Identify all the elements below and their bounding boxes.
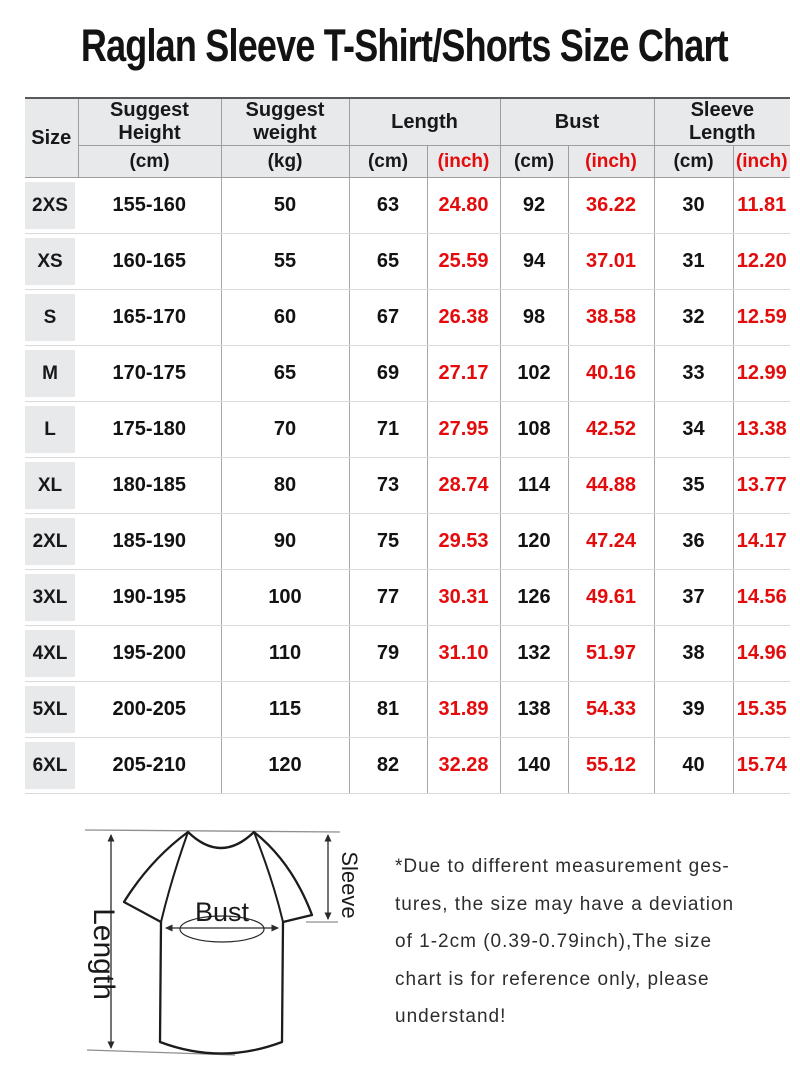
table-row xyxy=(25,402,790,458)
size-label: 4XL xyxy=(25,630,75,677)
cell-suggest-weight: 80 xyxy=(221,458,349,514)
cell-bust-cm: 120 xyxy=(500,514,568,570)
cell-sleeve-cm: 39 xyxy=(654,682,733,738)
cell-suggest-weight: 115 xyxy=(221,682,349,738)
cell-length-cm: 67 xyxy=(349,290,427,346)
cell-size xyxy=(25,234,78,290)
cell-suggest-height: 200-205 xyxy=(78,682,221,738)
cell-length-inch: 32.28 xyxy=(427,738,500,794)
cell-sleeve-inch: 14.17 xyxy=(733,514,790,570)
col-header-suggest-weight: Suggest weight xyxy=(221,98,349,146)
size-label: L xyxy=(25,406,75,453)
page-title xyxy=(0,0,800,71)
col-header-sleeve-length: Sleeve Length xyxy=(654,98,790,146)
measurement-section xyxy=(0,822,800,1078)
cell-suggest-height: 155-160 xyxy=(78,178,221,234)
cell-suggest-weight: 120 xyxy=(221,738,349,794)
cell-bust-cm: 126 xyxy=(500,570,568,626)
cell-bust-inch: 37.01 xyxy=(568,234,654,290)
cell-suggest-height: 190-195 xyxy=(78,570,221,626)
cell-bust-cm: 108 xyxy=(500,402,568,458)
disclaimer-line: *Due to different measurement ges- xyxy=(395,856,730,877)
table-row xyxy=(25,290,790,346)
cell-sleeve-inch: 14.56 xyxy=(733,570,790,626)
cell-suggest-height: 175-180 xyxy=(78,402,221,458)
size-label: XL xyxy=(25,462,75,509)
unit-bust-inch: (inch) xyxy=(568,146,654,178)
cell-bust-cm: 140 xyxy=(500,738,568,794)
cell-sleeve-inch: 12.20 xyxy=(733,234,790,290)
cell-suggest-weight: 110 xyxy=(221,626,349,682)
cell-length-cm: 63 xyxy=(349,178,427,234)
unit-length-inch: (inch) xyxy=(427,146,500,178)
table-row xyxy=(25,514,790,570)
size-label: 2XL xyxy=(25,518,75,565)
table-row xyxy=(25,682,790,738)
table-row xyxy=(25,738,790,794)
cell-bust-inch: 38.58 xyxy=(568,290,654,346)
cell-bust-inch: 47.24 xyxy=(568,514,654,570)
cell-sleeve-cm: 34 xyxy=(654,402,733,458)
disclaimer-line: of 1-2cm (0.39-0.79inch),The size xyxy=(395,931,713,952)
cell-sleeve-cm: 36 xyxy=(654,514,733,570)
cell-size xyxy=(25,682,78,738)
cell-bust-cm: 92 xyxy=(500,178,568,234)
cell-suggest-weight: 60 xyxy=(221,290,349,346)
tshirt-measurement-diagram xyxy=(40,822,380,1078)
cell-sleeve-inch: 11.81 xyxy=(733,178,790,234)
cell-sleeve-cm: 35 xyxy=(654,458,733,514)
unit-sleeve-cm: (cm) xyxy=(654,146,733,178)
table-row xyxy=(25,626,790,682)
cell-size xyxy=(25,626,78,682)
cell-sleeve-inch: 15.35 xyxy=(733,682,790,738)
cell-length-inch: 24.80 xyxy=(427,178,500,234)
cell-bust-inch: 36.22 xyxy=(568,178,654,234)
measurement-disclaimer xyxy=(395,848,734,1036)
cell-length-cm: 77 xyxy=(349,570,427,626)
cell-suggest-weight: 90 xyxy=(221,514,349,570)
cell-suggest-height: 160-165 xyxy=(78,234,221,290)
cell-bust-inch: 44.88 xyxy=(568,458,654,514)
size-table-body xyxy=(25,178,790,794)
size-label: 6XL xyxy=(25,742,75,789)
unit-height-cm: (cm) xyxy=(78,146,221,178)
table-row xyxy=(25,570,790,626)
cell-size xyxy=(25,514,78,570)
page-title-text: Raglan Sleeve T-Shirt/Shorts Size Chart xyxy=(80,20,728,71)
cell-sleeve-cm: 38 xyxy=(654,626,733,682)
table-row xyxy=(25,458,790,514)
cell-sleeve-inch: 13.77 xyxy=(733,458,790,514)
cell-length-inch: 27.17 xyxy=(427,346,500,402)
size-table-header xyxy=(25,98,790,178)
cell-bust-cm: 114 xyxy=(500,458,568,514)
cell-length-cm: 82 xyxy=(349,738,427,794)
col-header-suggest-height: Suggest Height xyxy=(78,98,221,146)
cell-length-inch: 31.10 xyxy=(427,626,500,682)
top-extension-line xyxy=(85,830,340,832)
cell-length-inch: 29.53 xyxy=(427,514,500,570)
size-label: M xyxy=(25,350,75,397)
table-row xyxy=(25,346,790,402)
disclaimer-line: understand! xyxy=(395,1006,507,1027)
cell-sleeve-cm: 33 xyxy=(654,346,733,402)
tshirt-outline xyxy=(124,832,312,1054)
size-label: S xyxy=(25,294,75,341)
disclaimer-line: tures, the size may have a deviation xyxy=(395,893,735,915)
cell-sleeve-inch: 13.38 xyxy=(733,402,790,458)
cell-length-cm: 69 xyxy=(349,346,427,402)
cell-size xyxy=(25,570,78,626)
cell-length-cm: 79 xyxy=(349,626,427,682)
cell-sleeve-inch: 12.59 xyxy=(733,290,790,346)
cell-size xyxy=(25,402,78,458)
cell-length-cm: 71 xyxy=(349,402,427,458)
cell-bust-cm: 132 xyxy=(500,626,568,682)
cell-sleeve-inch: 15.74 xyxy=(733,738,790,794)
cell-length-cm: 65 xyxy=(349,234,427,290)
cell-bust-cm: 94 xyxy=(500,234,568,290)
cell-bust-inch: 51.97 xyxy=(568,626,654,682)
table-row xyxy=(25,234,790,290)
cell-sleeve-cm: 32 xyxy=(654,290,733,346)
cell-length-cm: 73 xyxy=(349,458,427,514)
size-label: 3XL xyxy=(25,574,75,621)
cell-sleeve-cm: 30 xyxy=(654,178,733,234)
cell-bust-inch: 55.12 xyxy=(568,738,654,794)
length-label: Length xyxy=(87,908,120,1000)
cell-suggest-height: 205-210 xyxy=(78,738,221,794)
cell-length-inch: 28.74 xyxy=(427,458,500,514)
size-label: 2XS xyxy=(25,182,75,229)
unit-weight-kg: (kg) xyxy=(221,146,349,178)
cell-size xyxy=(25,458,78,514)
unit-sleeve-inch: (inch) xyxy=(733,146,790,178)
cell-length-inch: 30.31 xyxy=(427,570,500,626)
cell-sleeve-inch: 14.96 xyxy=(733,626,790,682)
cell-bust-inch: 54.33 xyxy=(568,682,654,738)
cell-bust-cm: 138 xyxy=(500,682,568,738)
cell-length-inch: 27.95 xyxy=(427,402,500,458)
cell-suggest-weight: 100 xyxy=(221,570,349,626)
cell-suggest-weight: 65 xyxy=(221,346,349,402)
cell-sleeve-cm: 37 xyxy=(654,570,733,626)
col-header-size: Size xyxy=(25,98,78,178)
cell-suggest-weight: 50 xyxy=(221,178,349,234)
cell-bust-inch: 49.61 xyxy=(568,570,654,626)
col-header-length: Length xyxy=(349,98,500,146)
cell-suggest-height: 165-170 xyxy=(78,290,221,346)
cell-length-cm: 81 xyxy=(349,682,427,738)
cell-suggest-height: 185-190 xyxy=(78,514,221,570)
header-row-units xyxy=(25,146,790,178)
cell-size xyxy=(25,346,78,402)
cell-suggest-weight: 55 xyxy=(221,234,349,290)
cell-suggest-height: 195-200 xyxy=(78,626,221,682)
cell-size xyxy=(25,738,78,794)
cell-bust-cm: 102 xyxy=(500,346,568,402)
cell-bust-cm: 98 xyxy=(500,290,568,346)
unit-bust-cm: (cm) xyxy=(500,146,568,178)
cell-sleeve-inch: 12.99 xyxy=(733,346,790,402)
size-table xyxy=(25,97,790,794)
cell-length-inch: 31.89 xyxy=(427,682,500,738)
col-header-bust: Bust xyxy=(500,98,654,146)
cell-length-inch: 26.38 xyxy=(427,290,500,346)
size-label: XS xyxy=(25,238,75,285)
cell-size xyxy=(25,290,78,346)
unit-length-cm: (cm) xyxy=(349,146,427,178)
cell-sleeve-cm: 40 xyxy=(654,738,733,794)
cell-bust-inch: 40.16 xyxy=(568,346,654,402)
cell-sleeve-cm: 31 xyxy=(654,234,733,290)
cell-length-cm: 75 xyxy=(349,514,427,570)
header-row-groups xyxy=(25,98,790,146)
size-label: 5XL xyxy=(25,686,75,733)
cell-bust-inch: 42.52 xyxy=(568,402,654,458)
cell-suggest-height: 180-185 xyxy=(78,458,221,514)
bust-label: Bust xyxy=(194,897,250,927)
cell-length-inch: 25.59 xyxy=(427,234,500,290)
table-row xyxy=(25,178,790,234)
cell-suggest-weight: 70 xyxy=(221,402,349,458)
disclaimer-line: chart is for reference only, please xyxy=(395,968,710,990)
cell-suggest-height: 170-175 xyxy=(78,346,221,402)
sleeve-label: Sleeve xyxy=(337,851,362,919)
cell-size xyxy=(25,178,78,234)
